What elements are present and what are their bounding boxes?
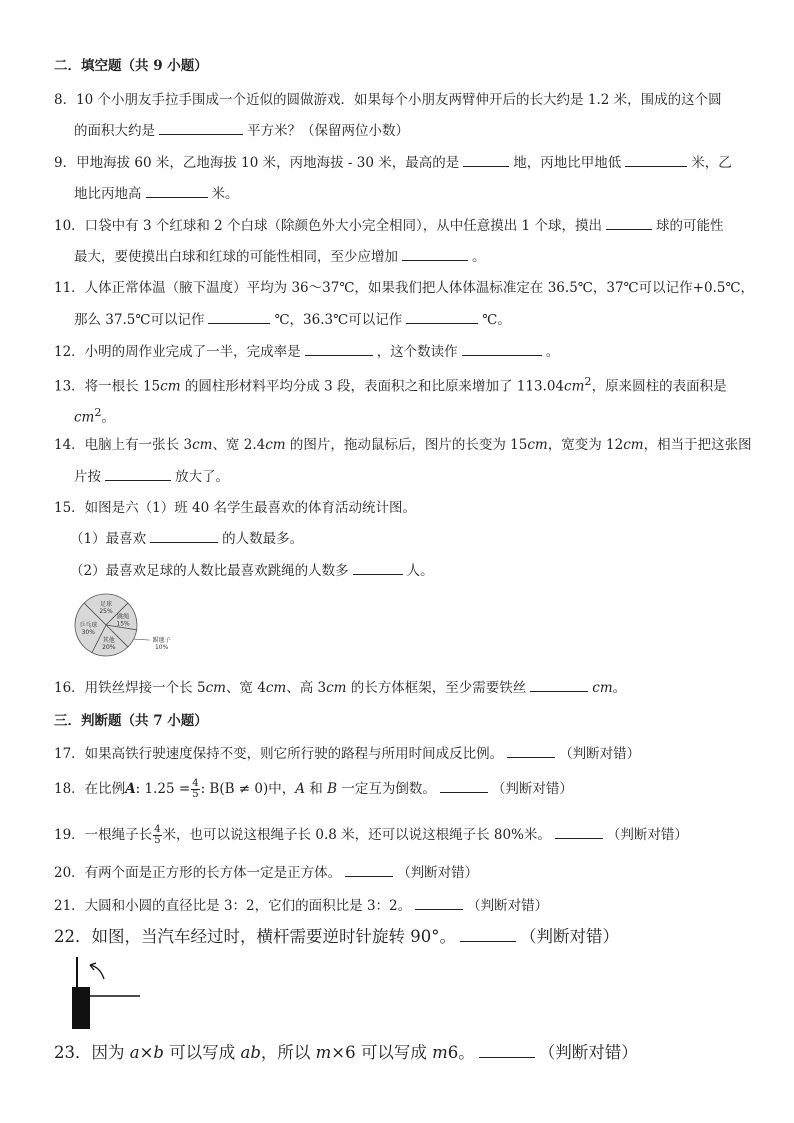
q9-text-b: 地，丙地比甲地低 [513,155,622,171]
q12-text-c: 。 [545,344,560,360]
q14-text-g: 放大了。 [175,469,229,485]
q15-text-d: 人。 [406,563,434,579]
q21-text-a: 21．大圆和小圆的直径比是 3：2，它们的面积比是 3：2。 [54,898,412,914]
q19-text-a: 19．一根绳子长 [54,827,153,843]
q22-text-a: 22．如图，当汽车经过时，横杆需要逆时针旋转 90°。 [54,927,456,946]
q23-text-f: （判断对错） [538,1043,638,1062]
q9-line1 [54,152,732,173]
q9-text-c: 米，乙 [691,155,732,171]
q13-unit-1: cm [160,378,181,395]
q13-line2 [74,403,115,428]
q14-unit-2: cm [265,437,286,453]
q16-blank[interactable] [530,677,588,692]
pie-value-label-3: 20% [102,643,116,651]
q15-blank-1[interactable] [150,528,218,543]
q21-blank[interactable] [415,895,463,910]
q9-text-a: 9．甲地海拔 60 米，乙地海拔 10 米，丙地海拔 - 30 米，最高的是 [54,155,460,171]
q19-line [54,822,688,848]
q15-sub1 [70,528,303,549]
q8-answer-blank[interactable] [159,120,243,135]
q18-math-ratio: : 1.25 = [135,781,191,797]
q18-text-a: 18．在比例 [54,781,126,797]
pie-category-label-1: 跳绳 [117,613,130,621]
q10-line1 [54,215,723,236]
q10-text-a: 10．口袋中有 3 个红球和 2 个白球（除颜色外大小完全相同），从中任意摸出 1 个球，摸出 [54,218,602,234]
pie-category-label-4: 乒乓球 [79,621,98,629]
q13-text-c: ，原来圆柱的表面积是 [591,378,727,395]
q16-text-d: 的长方体框架，至少需要铁丝 [346,680,527,696]
q12-text-a: 12．小明的周作业完成了一半，完成率是 [54,344,301,360]
q23-text-e: 6。 [447,1043,475,1062]
q16-line [54,677,626,698]
q22-text-b: （判断对错） [520,927,619,946]
q16-text-c: 、高 3 [286,680,327,696]
barrier-post [72,987,90,1029]
q13-unit-2: cm [564,378,585,395]
q8-line2 [74,120,409,141]
q23-var-m: m [315,1043,332,1062]
q14-text-d: ，宽变为 12 [547,437,624,453]
q15-text-c: （2）最喜欢足球的人数比最喜欢跳绳的人数多 [70,563,349,579]
q13-sup: 2 [584,375,592,388]
q16-unit-2: cm [265,680,287,696]
pie-value-label-0: 25% [99,608,113,616]
q23-var-b: b [153,1043,164,1062]
q18-fraction [191,779,199,800]
q18-text-b: 中， [268,781,296,797]
q13-text-a: 13．将一根长 15 [54,378,161,395]
q18-frac-num: 4 [192,778,199,789]
q20-blank[interactable] [345,862,393,877]
q14-line1 [54,435,752,455]
q20-line [54,862,478,883]
q14-unit-3: cm [527,437,548,453]
q9-blank-1[interactable] [463,152,509,167]
q9-blank-2[interactable] [625,152,687,167]
q10-blank-2[interactable] [402,246,468,261]
q20-text-b: （判断对错） [397,865,479,881]
q16-text-a: 16．用铁丝焊接一个长 5 [54,680,206,696]
q9-blank-3[interactable] [146,183,208,198]
pie-leader-line-2 [134,639,150,640]
q15-line1: 15．如图是六（1）班 40 名学生最喜欢的体育活动统计图。 [54,500,417,516]
q23-var-ab: ab [240,1043,261,1062]
q12-line [54,341,559,362]
q10-text-d: 。 [472,249,486,265]
q18-math-a: A [125,781,136,797]
q11-blank-2[interactable] [406,309,478,324]
q13-line1 [54,372,727,397]
q13-sup-2: 2 [94,406,102,419]
q11-text-b: ℃，36.3℃可以记作 [274,312,403,328]
q14-text-e: ，相当于把这张图 [643,437,752,453]
q18-var-a: A [295,781,306,797]
q23-blank[interactable] [479,1040,535,1058]
q23-text-a: 23．因为 [54,1043,130,1062]
q18-math-b: : B(B ≠ 0) [200,781,269,797]
q14-text-a: 14．电脑上有一张长 3 [54,437,193,453]
q23-times: × [139,1043,154,1062]
q10-blank-1[interactable] [606,215,652,230]
q13-text-b: 的圆柱形材料平均分成 3 段，表面积之和比原来增加了 113.04 [180,378,565,395]
q23-line [54,1040,638,1065]
q22-line [54,924,619,949]
q13-text-d: 。 [101,409,116,426]
q18-text-c: 和 [305,781,328,797]
q23-var-a: a [129,1043,140,1062]
q19-frac-den: 5 [154,835,161,846]
pie-category-label-0: 足球 [99,601,113,609]
q18-line [54,777,573,801]
q16-text-b: 、宽 4 [225,680,266,696]
q10-text-c: 最大，要使摸出白球和红球的可能性相同，至少应增加 [74,249,398,265]
q16-text-e: 。 [612,680,627,696]
q17-text-b: （判断对错） [559,746,641,762]
q19-frac-num: 4 [154,824,161,835]
q14-text-f: 片按 [74,469,101,485]
pie-value-label-2: 10% [154,644,169,652]
q17-text-a: 17．如果高铁行驶速度保持不变，则它所行驶的路程与所用时间成反比例。 [54,746,504,762]
q20-text-a: 20．有两个面是正方形的长方体一定是正方体。 [54,865,342,881]
pie-value-label-1: 15% [116,620,130,628]
q10-line2 [74,246,486,267]
q11-text-c: ℃。 [482,312,511,328]
pie-category-label-3: 其他 [102,636,115,644]
q16-unit-4: cm [592,680,613,696]
q16-unit-1: cm [205,680,226,696]
q12-blank-1[interactable] [305,341,373,356]
q11-line2 [74,309,511,330]
q19-fraction [153,825,161,846]
q17-blank[interactable] [507,743,555,758]
q22-blank[interactable] [460,924,516,942]
q13-unit-3: cm [74,409,95,426]
q15-text-b: 的人数最多。 [222,531,304,547]
q9-text-e: 米。 [211,186,239,202]
section-three-title: 三．判断题（共 7 小题） [54,713,208,729]
q14-unit-4: cm [623,437,644,453]
q11-line1: 11．人体正常体温（腋下温度）平均为 36～37℃，如果我们把人体体温标准定在 36.5℃，37℃可以记作+0.5℃， [54,280,755,296]
barrier-gate-diagram [60,955,150,1033]
q8-line1: 8．10 个小朋友手拉手围成一个近似的圆做游戏．如果每个小朋友两臂伸开后的长大约是 1.2 米，围成的这个圆 [54,92,722,108]
q11-blank-1[interactable] [208,309,270,324]
section-two-title: 二．填空题（共 9 小题） [54,58,208,74]
q9-text-d: 地比丙地高 [74,186,142,202]
q18-blank[interactable] [440,778,488,793]
q8-text-b: 平方米？（保留两位小数） [247,123,409,139]
q9-line2 [74,183,239,204]
q19-text-b: 米，也可以说这根绳子长 0.8 米，还可以说这根绳子长 80%米。 [162,827,551,843]
q21-line [54,895,548,916]
q14-text-c: 的图片，拖动鼠标后，图片的长变为 15 [285,437,528,453]
q16-unit-3: cm [326,680,347,696]
sports-pie-chart [70,590,180,660]
q14-unit-1: cm [192,437,213,453]
q18-text-d: 一定互为倒数。 [337,781,436,797]
q19-blank[interactable] [555,824,603,839]
q21-text-b: （判断对错） [467,898,549,914]
q8-text-a: 的面积大约是 [74,123,155,139]
q15-sub2 [70,560,434,581]
q18-var-b: B [327,781,338,797]
q23-var-m2: m [432,1043,448,1062]
q15-blank-2[interactable] [353,560,403,575]
q23-text-c: ，所以 [260,1043,316,1062]
q12-blank-2[interactable] [462,341,542,356]
q23-text-d: ×6 可以写成 [331,1043,433,1062]
pie-value-label-4: 30% [81,628,95,636]
q18-text-e: （判断对错） [491,781,573,797]
q12-text-b: ，这个数读作 [376,344,458,360]
q18-frac-den: 5 [192,789,199,800]
q17-line [54,743,640,764]
q15-text-a: （1）最喜欢 [70,531,147,547]
pie-category-label-2: 踢毽子 [152,637,171,645]
q11-text-a: 那么 37.5℃可以记作 [74,312,205,328]
q19-text-c: （判断对错） [606,827,688,843]
q23-text-b: 可以写成 [163,1043,241,1062]
q14-blank[interactable] [105,466,171,481]
q10-text-b: 球的可能性 [655,218,724,234]
q14-text-b: 、宽 2.4 [212,437,266,453]
q14-line2 [74,466,229,487]
